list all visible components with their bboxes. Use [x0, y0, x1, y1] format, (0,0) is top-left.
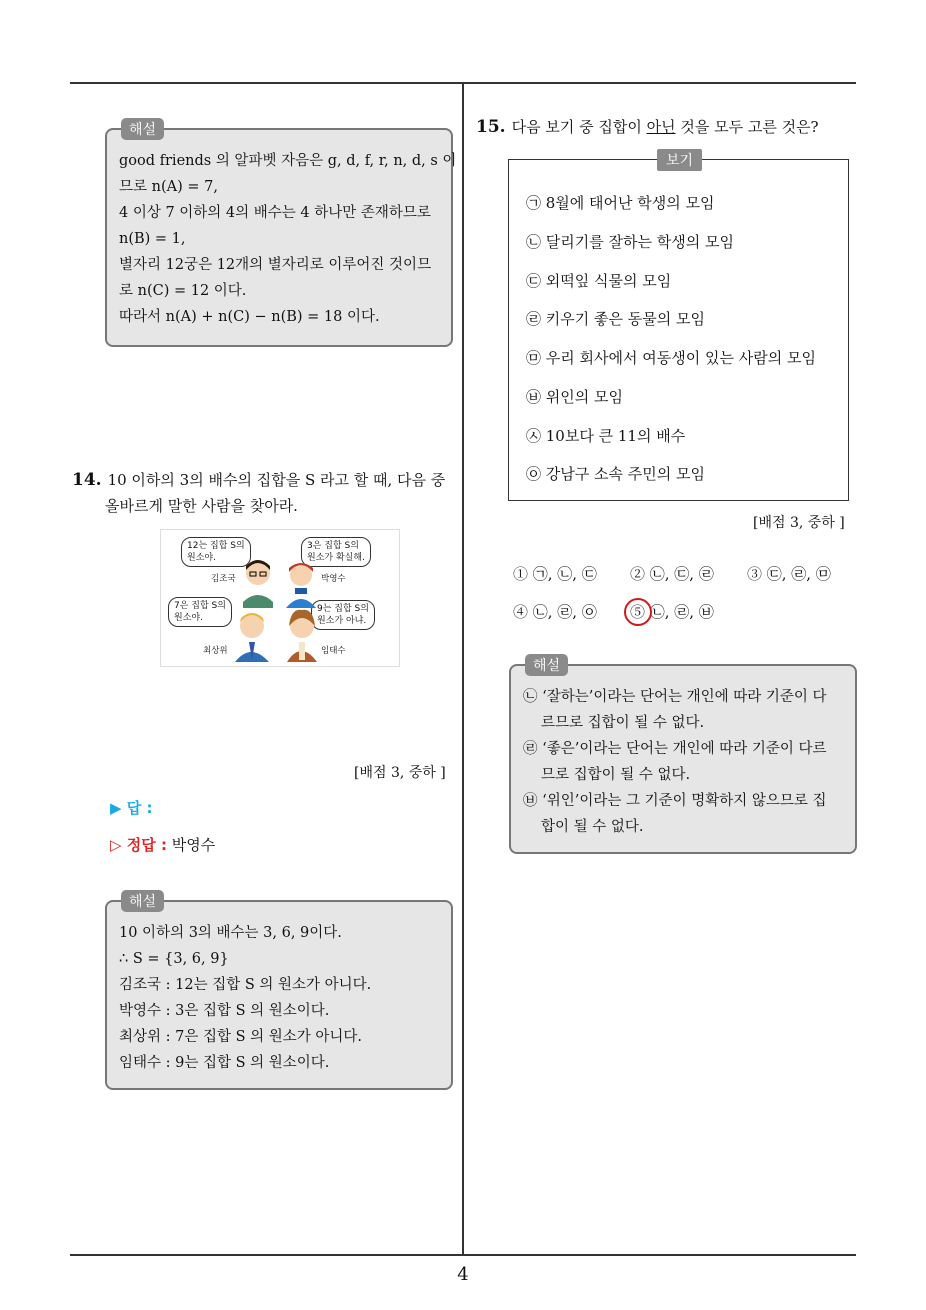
solution-box-q15: [509, 658, 857, 854]
bogi-item: ㉧ 강남구 소속 주민의 모임: [526, 465, 705, 483]
bogi-item: ㉢ 외떡잎 식물의 모임: [526, 272, 672, 290]
bubble-text: 원소야.: [187, 553, 216, 563]
solution-line: 로 n(C) = 12 이다.: [119, 283, 247, 299]
solution-line: 임태수 : 9는 집합 S 의 원소이다.: [119, 1055, 330, 1071]
solution-tag: 해설: [121, 118, 164, 140]
solution-line: 르므로 집합이 될 수 없다.: [541, 715, 705, 731]
bubble-text: 원소야.: [174, 613, 203, 623]
column-divider: [462, 83, 464, 1255]
solution-tag: 해설: [525, 654, 568, 676]
choice-5[interactable]: ⑤ ㉡, ㉣, ㉥: [630, 603, 714, 621]
choice-4[interactable]: ④ ㉡, ㉣, ㉧: [513, 603, 597, 621]
correct-value: 박영수: [171, 836, 216, 854]
bogi-item: ㉣ 키우기 좋은 동물의 모임: [526, 310, 705, 328]
solution-line: 므로 n(A) = 7,: [119, 179, 218, 195]
correct-label: ▷ 정답 :: [110, 836, 167, 854]
choice-2[interactable]: ② ㉡, ㉢, ㉣: [630, 565, 714, 583]
question-number: 14.: [72, 470, 102, 490]
person-parkyoungsu: [286, 563, 316, 608]
solution-line: ㉣ ‘좋은’이라는 단어는 개인에 따라 기준이 다르: [523, 741, 827, 757]
name-label: 박영수: [321, 574, 346, 584]
solution-line: 박영수 : 3은 집합 S 의 원소이다.: [119, 1003, 330, 1019]
bogi-item: ㉤ 우리 회사에서 여동생이 있는 사람의 모임: [526, 349, 816, 367]
bubble-text: 원소가 아냐.: [317, 616, 367, 626]
bottom-rule: [70, 1254, 856, 1256]
score-q14: [배점 3, 중하 ]: [354, 765, 446, 781]
question-text: 10 이하의 3의 배수의 집합을 S 라고 할 때, 다음 중: [107, 471, 446, 489]
question-text-underlined: 아닌: [646, 118, 676, 136]
page-number: 4: [457, 1264, 469, 1285]
question-14-title: [72, 467, 445, 493]
solution-line: 별자리 12궁은 12개의 별자리로 이루어진 것이므: [119, 257, 432, 273]
solution-box-q13: [105, 122, 457, 347]
bogi-item: ㉠ 8월에 태어난 학생의 모임: [526, 194, 715, 212]
answer-label: ▶ 답 :: [110, 799, 153, 817]
bubble-text: 원소가 확실해.: [307, 553, 365, 563]
cartoon-illustration: [160, 529, 400, 667]
question-number: 15.: [476, 117, 506, 137]
bogi-tag: 보기: [657, 149, 702, 171]
bogi-item: ㉥ 위인의 모임: [526, 388, 623, 406]
question-14-text-cont: 올바르게 말한 사람을 찾아라.: [105, 497, 298, 515]
solution-line: 합이 될 수 없다.: [541, 819, 644, 835]
question-15-title: [476, 114, 819, 140]
bubble-text: 9는 집합 S의: [317, 604, 369, 614]
choice-1[interactable]: ① ㉠, ㉡, ㉢: [513, 565, 597, 583]
answer-line: [110, 797, 152, 818]
solution-line: ㉥ ‘위인’이라는 그 기준이 명확하지 않으므로 집: [523, 793, 827, 809]
selected-answer-circle: [624, 598, 652, 626]
person-choisangwi: [235, 613, 269, 662]
solution-line: ㉡ ‘잘하는’이라는 단어는 개인에 따라 기준이 다: [523, 689, 827, 705]
solution-line: 10 이하의 3의 배수는 3, 6, 9이다.: [119, 925, 342, 941]
solution-line: n(B) = 1,: [119, 231, 186, 247]
person-imtaesu: [287, 610, 317, 662]
name-label: 김조국: [211, 574, 236, 584]
solution-tag: 해설: [121, 890, 164, 912]
question-text: 것을 모두 고른 것은?: [675, 118, 819, 136]
bogi-item: ㉦ 10보다 큰 11의 배수: [526, 427, 686, 445]
solution-line: 4 이상 7 이하의 4의 배수는 4 하나만 존재하므로: [119, 205, 431, 221]
solution-line: 김조국 : 12는 집합 S 의 원소가 아니다.: [119, 977, 372, 993]
solution-box-q14: [105, 894, 453, 1090]
bubble-text: 3은 집합 S의: [307, 541, 359, 551]
correct-answer-line: [110, 834, 215, 855]
solution-line: ∴ S = {3, 6, 9}: [119, 951, 229, 967]
solution-line: good friends 의 알파벳 자음은 g, d, f, r, n, d, s 이: [119, 153, 457, 169]
question-text: 다음 보기 중 집합이: [511, 118, 647, 136]
score-q15: [배점 3, 중하 ]: [753, 515, 845, 531]
bogi-item: ㉡ 달리기를 잘하는 학생의 모임: [526, 233, 734, 251]
choice-3[interactable]: ③ ㉢, ㉣, ㉤: [747, 565, 831, 583]
characters-drawing: [161, 530, 401, 668]
name-label: 임태수: [321, 646, 346, 656]
person-kimjoguk: [243, 560, 273, 608]
solution-line: 따라서 n(A) + n(C) − n(B) = 18 이다.: [119, 309, 380, 325]
bubble-text: 12는 집합 S의: [187, 541, 245, 551]
name-label: 최상위: [203, 646, 228, 656]
solution-line: 최상위 : 7은 집합 S 의 원소가 아니다.: [119, 1029, 363, 1045]
bubble-text: 7은 집합 S의: [174, 601, 226, 611]
solution-line: 므로 집합이 될 수 없다.: [541, 767, 691, 783]
